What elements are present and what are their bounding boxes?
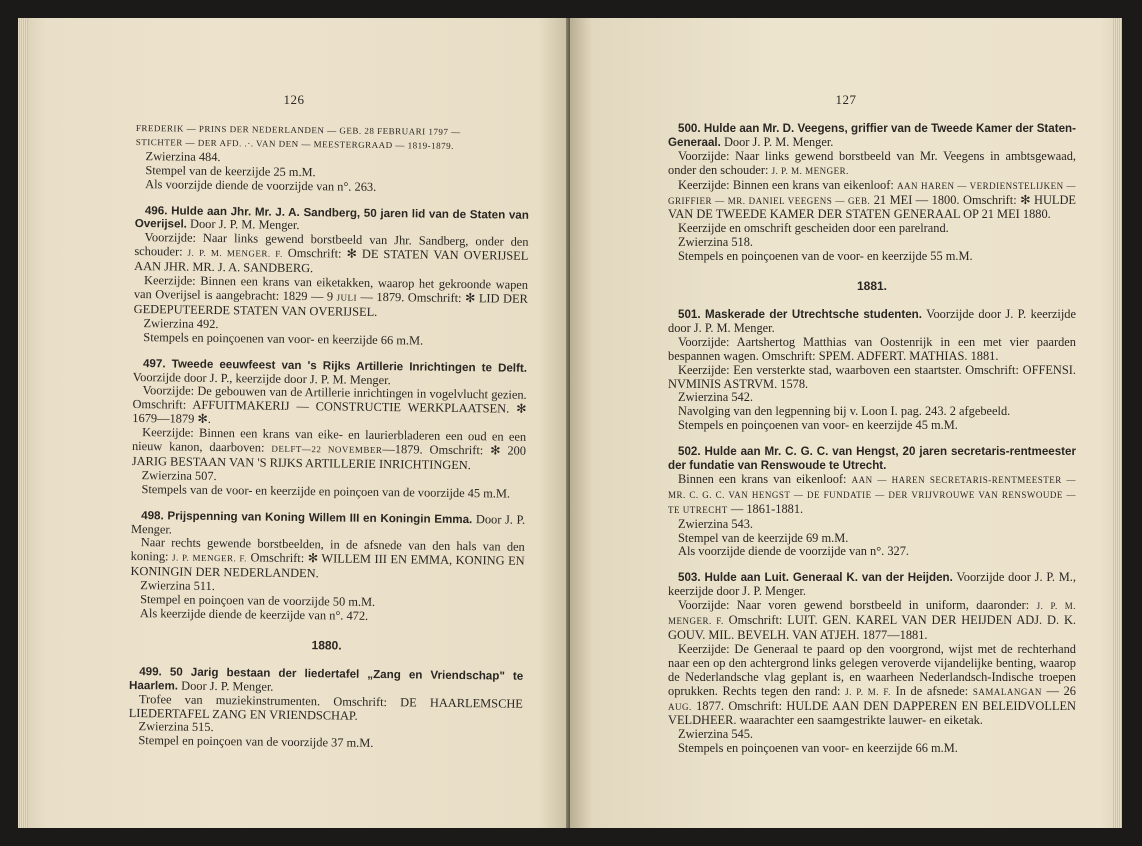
small-caps-run: J. P. M. F. — [845, 686, 891, 697]
small-caps-run: J. P. M. MENGER. — [771, 165, 849, 176]
entry-496 — [133, 204, 529, 350]
die-note: Stempels van de voor- en keerzijde en poinçoen van de voorzijde 45 m.M. — [141, 481, 511, 501]
entry-continuation — [135, 122, 530, 196]
small-caps-run: JULI — [336, 292, 358, 303]
entry-author: Door J. P. M. Menger. — [186, 217, 300, 233]
page-number-right: 127 — [835, 92, 857, 107]
text-run: Binnen een krans van eikenloof: — [678, 471, 852, 486]
right-column — [668, 120, 1076, 768]
year-heading-1880: 1880. — [311, 638, 342, 653]
entry-498 — [130, 509, 525, 626]
text-para: Keerzijde: Een versterkte stad, waarboven een staartster. Omschrift: OFFENSI. NVMINIS ASTRVM. 1578. — [668, 362, 1076, 391]
entry-497 — [131, 357, 527, 502]
entry-author: Door J. P. M. Menger. — [720, 134, 834, 149]
entry-author: Voorzijde door J. P., keerzijde door J. P. M. Menger. — [132, 369, 391, 387]
small-caps-run: DELFT—22 NOVEMBER — [271, 443, 383, 456]
entry-author: Door J. P. Menger. — [177, 678, 274, 694]
die-note: Stempels en poinçoenen van de voor- en keerzijde 55 m.M. — [678, 249, 973, 264]
entry-heading: 502. Hulde aan Mr. C. G. C. van Hengst, 20 jaren secretaris-rentmeester der fundatie van Renswoude te Utrecht. — [668, 445, 1076, 473]
text-run: 1877. Omschrift: HULDE AAN DEN DAPPEREN EN BELEIDVOLLEN VELDHEER. waarachter een saamgestrikte lauwer- en eiketak. — [668, 698, 1076, 728]
text-para: Keerzijde en omschrift gescheiden door een parelrand. — [678, 221, 949, 236]
page-edge-left — [18, 18, 28, 828]
die-note: Stempels en poinçoenen van voor- en keerzijde 66 m.M. — [143, 329, 424, 348]
note: Navolging van den legpenning bij v. Loon I. pag. 243. 2 afgebeeld. — [678, 404, 1011, 419]
text-run: Voorzijde: Naar links gewend borstbeeld van Mr. Veegens in ambtsgewaad, onder den schouder: — [668, 148, 1076, 177]
die-note: Stempel van de keerzijde 69 m.M. — [678, 530, 849, 545]
small-caps-run: AAN — HAREN SECRETARIS-RENTMEESTER — MR. C. G. C. VAN HENGST — DE FUNDATIE — DER VRIJVROUWE VAN RENSWOUDE — TE UTRECHT — [668, 474, 1076, 515]
small-caps-run: AAN HAREN — VERDIENSTELIJKEN — GRIFFIER — MR. DANIEL VEEGENS — GEB. — [668, 180, 1076, 206]
die-note: Stempel en poinçoen van de voorzijde 37 m.M. — [138, 733, 374, 751]
catalog-ref: Zwierzina 507. — [141, 467, 217, 483]
text-run: — 1861-1881. — [727, 501, 804, 516]
catalog-ref: Zwierzina 484. — [145, 148, 221, 164]
page-edge-right — [1112, 18, 1122, 828]
entry-author: Voorzijde door J. P. M., keerzijde door J. P. Menger. — [668, 570, 1076, 599]
legend-line: STICHTER — DER AFD. .·. VAN DEN — MEESTERGRAAD — 1819-1879. — [135, 136, 454, 151]
entry-502 — [668, 445, 1076, 559]
left-page — [18, 18, 570, 828]
entry-499 — [128, 665, 523, 753]
note: Als voorzijde diende de voorzijde van n°. 263. — [145, 176, 377, 194]
catalog-ref: Zwierzina 515. — [138, 719, 214, 735]
text-run: Keerzijde: Binnen een krans van eikenloof: — [678, 177, 898, 192]
entry-author: Door J. P. Menger. — [130, 511, 526, 537]
right-page — [570, 18, 1122, 828]
die-note: Stempel en poinçoen van de voorzijde 50 m.M. — [140, 592, 376, 610]
entry-heading: 496. Hulde aan Jhr. Mr. J. A. Sandberg, 50 jaren lid van de Staten van Overijsel. — [134, 203, 529, 232]
catalog-ref: Zwierzina 492. — [143, 315, 219, 331]
text-run: Omschrift: LUIT. GEN. KAREL VAN DER HEIJDEN ADJ. D. K. GOUV. MIL. BEVELH. VAN ATJEH. 1877—1881. — [668, 613, 1076, 642]
catalog-ref: Zwierzina 543. — [678, 516, 754, 531]
text-para: Trofee van muziekinstrumenten. Omschrift: DE HAARLEMSCHE LIEDERTAFEL ZANG EN VRIENDSCHAP. — [128, 691, 523, 723]
entry-heading: 498. Prijspenning van Koning Willem III en Koningin Emma. — [141, 508, 473, 526]
book-spread — [18, 18, 1122, 828]
entry-heading: 503. Hulde aan Luit. Generaal K. van der Heijden. — [678, 571, 953, 585]
die-note: Stempel van de keerzijde 25 m.M. — [145, 162, 316, 179]
die-note: Stempels en poinçoenen van voor- en keerzijde 66 m.M. — [678, 741, 958, 756]
left-column — [128, 120, 530, 765]
die-note: Stempels en poinçoenen van voor- en keerzijde 45 m.M. — [678, 418, 958, 433]
catalog-ref: Zwierzina 542. — [678, 390, 754, 405]
entry-heading: 499. 50 Jarig bestaan der liedertafel „Zang en Vriendschap" te Haarlem. — [129, 664, 524, 693]
legend-line: FREDERIK — PRINS DER NEDERLANDEN — GEB. 28 FEBRUARI 1797 — — [135, 122, 461, 137]
small-caps-run: J. P. M. MENGER. F. — [187, 247, 283, 260]
catalog-ref: Zwierzina 511. — [140, 578, 215, 594]
text-run: Keerzijde: Binnen een krans van eiketakken, waarop het gekroonde wapen van Overijsel is aangebracht: 1829 — 9 — [133, 273, 529, 304]
text-run: — 26 — [1041, 683, 1077, 698]
small-caps-run: SAMALANGAN — [972, 686, 1042, 697]
text-run: Keerzijde: De Generaal te paard op den voorgrond, wijst met de rechterhand naar een op den achtergrond links gelegen veroverde vijandelijke benting, waarop de Nederlandsche vlag geplant is, en waarheen Nederlandsch-Indische troepen oprukken. Rechts tegen den rand: — [668, 641, 1076, 698]
text-para: Voorzijde: Aartshertog Matthias van Oostenrijk in een met vier paarden bespannen wagen. Omschrift: SPEM. ADFERT. MATHIAS. 1881. — [668, 334, 1076, 363]
entry-heading: 497. Tweede eeuwfeest van 's Rijks Artillerie Inrichtingen te Delft. — [142, 356, 528, 375]
entry-heading: 500. Hulde aan Mr. D. Veegens, griffier van de Tweede Kamer der Staten-Generaal. — [668, 122, 1076, 149]
entry-author: Voorzijde door J. P. keerzijde door J. P. M. Menger. — [668, 306, 1076, 335]
page-number-left: 126 — [283, 92, 305, 107]
text-run: Omschrift: ✻ WILLEM III EN EMMA, KONING EN KONINGIN DER NEDERLANDEN. — [130, 550, 525, 581]
catalog-ref: Zwierzina 518. — [678, 235, 754, 250]
note: Als keerzijde diende de keerzijde van n°. 472. — [139, 606, 369, 623]
entry-500 — [668, 122, 1076, 264]
text-run: Keerzijde: Binnen een krans van eike- en laurierbladeren een oud en een nieuw kanon, daarboven: — [131, 425, 527, 455]
text-run: —1879. Omschrift: ✻ 200 JARIG BESTAAN VAN 'S RIJKS ARTILLERIE INRICHTINGEN. — [131, 442, 527, 473]
small-caps-run: AUG. — [668, 701, 692, 712]
small-caps-run: J. P. MENGER. F. — [172, 552, 248, 564]
catalog-ref: Zwierzina 545. — [678, 727, 754, 742]
entry-501 — [668, 308, 1076, 433]
text-run: Voorzijde: Naar links gewend borstbeeld van Jhr. Sandberg, onder den schouder: — [134, 230, 529, 259]
text-run: — 1879. Omschrift: ✻ LID DER GEDEPUTEERDE STATEN VAN OVERIJSEL. — [133, 289, 528, 319]
text-run: Omschrift: ✻ DE STATEN VAN OVERIJSEL AAN JHR. MR. J. A. SANDBERG. — [134, 246, 529, 276]
entry-503 — [668, 571, 1076, 756]
text-run: In de afsnede: — [890, 683, 973, 698]
text-run: 21 MEI — 1800. Omschrift: ✻ HULDE VAN DE TWEEDE KAMER DER STATEN GENERAAL OP 21 MEI 1880. — [668, 192, 1076, 222]
text-run: Naar rechts gewende borstbeelden, in de afsnede van den hals van den koning: — [130, 535, 525, 564]
note: Als voorzijde diende de voorzijde van n°. 327. — [678, 544, 910, 559]
small-caps-run: J. P. M. MENGER. F. — [668, 601, 1077, 627]
text-para: Voorzijde: De gebouwen van de Artillerie inrichtingen in vogelvlucht gezien. Omschrift: AFFUITMAKERIJ — CONSTRUCTIE WERKPLAATSEN. ✻ 1679—1879 ✻. — [132, 383, 527, 427]
year-heading-1881: 1881. — [856, 279, 888, 294]
text-run: Voorzijde: Naar voren gewend borstbeeld in uniform, daaronder: — [678, 598, 1037, 613]
entry-heading: 501. Maskerade der Utrechtsche studenten. — [678, 307, 922, 321]
